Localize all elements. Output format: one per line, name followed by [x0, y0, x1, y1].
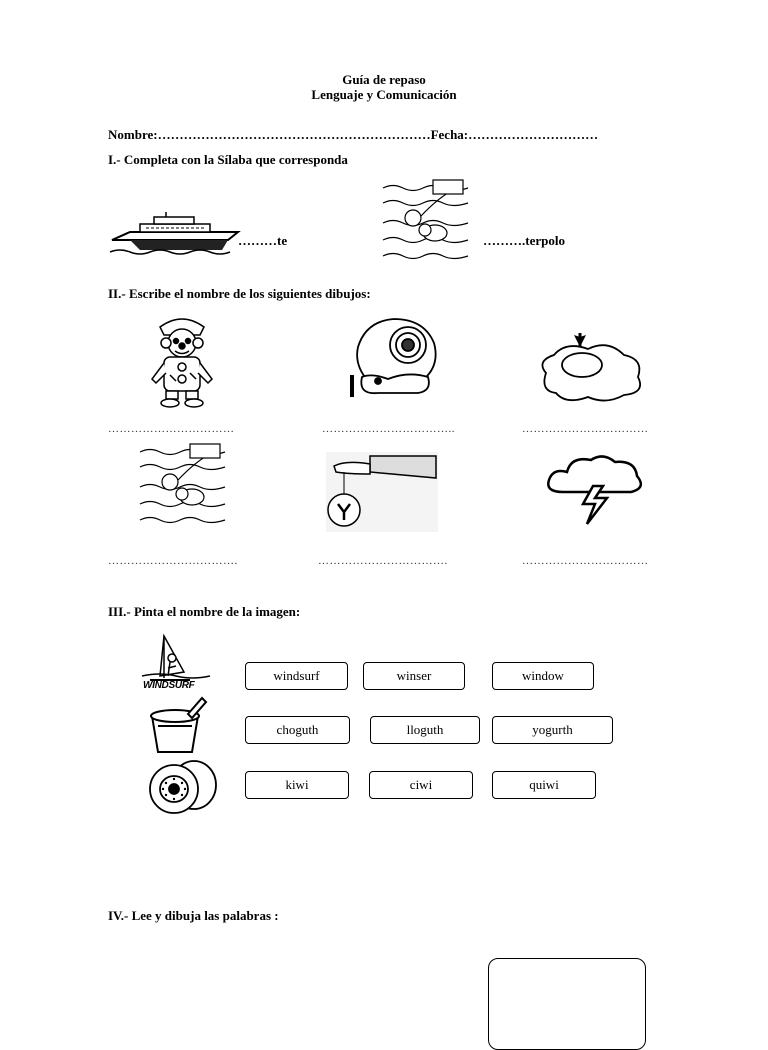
- page-subtitle: Lenguaje y Comunicación: [311, 87, 457, 102]
- answer-line-2[interactable]: ……………………………..: [322, 423, 455, 435]
- answer-line-6[interactable]: ……………………………: [522, 555, 649, 567]
- drawing-box[interactable]: [488, 958, 646, 1050]
- option-winser[interactable]: winser: [363, 662, 465, 690]
- syllable-item-1: ………te: [238, 233, 288, 248]
- option-yogurth[interactable]: yogurth: [492, 716, 613, 744]
- storm-cloud-icon: [543, 452, 649, 528]
- option-window[interactable]: window: [492, 662, 594, 690]
- syllable-item-2: ……….terpolo: [483, 233, 565, 248]
- answer-line-1[interactable]: ……………………………: [108, 423, 235, 435]
- fecha-field[interactable]: …………………………: [468, 127, 599, 142]
- yoyo-icon: [326, 452, 438, 532]
- fried-egg-icon: [536, 333, 646, 405]
- section-3-heading: III.- Pinta el nombre de la imagen:: [108, 604, 301, 619]
- answer-line-4[interactable]: …………………………….: [108, 555, 238, 567]
- option-kiwi[interactable]: kiwi: [245, 771, 349, 799]
- windsurf-caption: WINDSURF: [143, 680, 195, 691]
- option-choguth[interactable]: choguth: [245, 716, 350, 744]
- page-title: Guía de repaso: [342, 72, 426, 87]
- webcam-icon: [348, 315, 440, 400]
- kiwi-icon: [144, 757, 220, 817]
- yogurt-icon: [148, 696, 210, 754]
- clown-icon: [140, 315, 225, 407]
- option-ciwi[interactable]: ciwi: [369, 771, 473, 799]
- answer-line-5[interactable]: …………………………….: [318, 555, 448, 567]
- option-lloguth[interactable]: lloguth: [370, 716, 480, 744]
- yacht-icon: [110, 210, 240, 255]
- option-windsurf[interactable]: windsurf: [245, 662, 348, 690]
- water-polo-icon: [383, 178, 468, 266]
- water-polo-icon: [140, 442, 225, 530]
- name-date-line: [108, 127, 598, 143]
- nombre-label: Nombre:: [108, 127, 158, 142]
- section-1-heading: I.- Completa con la Sílaba que corresponda: [108, 152, 348, 167]
- fecha-label: Fecha:: [430, 127, 469, 142]
- section-2-heading: II.- Escribe el nombre de los siguientes dibujos:: [108, 286, 371, 301]
- option-quiwi[interactable]: quiwi: [492, 771, 596, 799]
- nombre-field[interactable]: ………………………………………………………: [157, 127, 431, 142]
- answer-line-3[interactable]: ……………………………: [522, 423, 649, 435]
- section-4-heading: IV.- Lee y dibuja las palabras :: [108, 908, 279, 923]
